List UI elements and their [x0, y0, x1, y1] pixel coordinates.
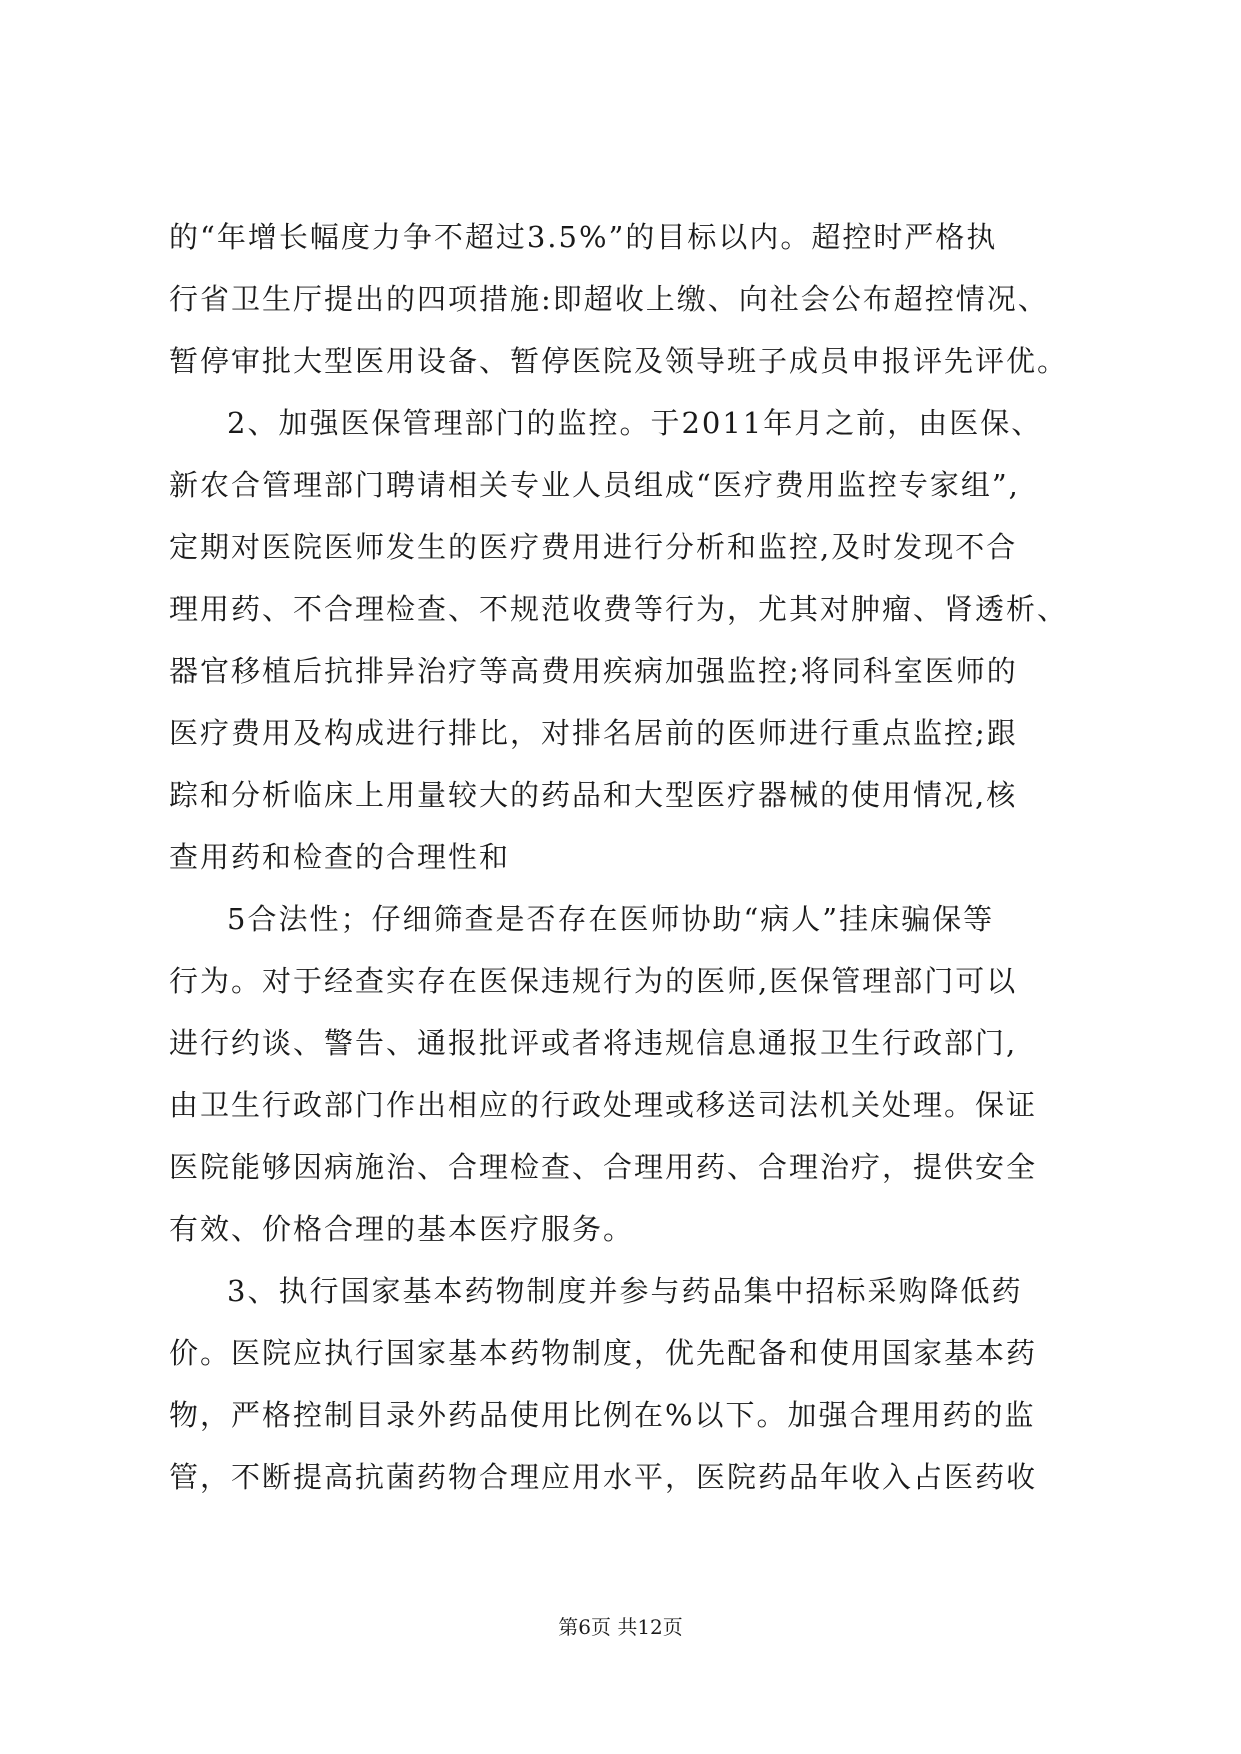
text-line: 查用药和检查的合理性和 — [169, 840, 511, 874]
text-line: 定期对医院医师发生的医疗费用进行分析和监控,及时发现不合 — [169, 530, 1018, 564]
text-line: 由卫生行政部门作出相应的行政处理或移送司法机关处理。保证 — [169, 1088, 1038, 1122]
text-line: 新农合管理部门聘请相关专业人员组成“医疗费用监控专家组”, — [169, 468, 1020, 502]
text-line: 有效、价格合理的基本医疗服务。 — [169, 1212, 635, 1246]
paragraph-start-line: 3、执行国家基本药物制度并参与药品集中招标采购降低药 — [227, 1274, 1023, 1308]
document-body — [169, 206, 1089, 1508]
text-line: 器官移植后抗排异治疗等高费用疾病加强监控;将同科室医师的 — [169, 654, 1018, 688]
text-line: 的“年增长幅度力争不超过3.5%”的目标以内。超控时严格执 — [169, 220, 998, 254]
paragraph-start-line: 5合法性；仔细筛查是否存在医师协助“病人”挂床骗保等 — [227, 902, 995, 936]
text-line: 行省卫生厅提出的四项措施:即超收上缴、向社会公布超控情况、 — [169, 282, 1049, 316]
text-line: 行为。对于经查实存在医保违规行为的医师,医保管理部门可以 — [169, 964, 1018, 998]
text-line: 理用药、不合理检查、不规范收费等行为，尤其对肿瘤、肾透析、 — [169, 592, 1069, 626]
text-line: 价。医院应执行国家基本药物制度，优先配备和使用国家基本药 — [169, 1336, 1038, 1370]
text-line: 踪和分析临床上用量较大的药品和大型医疗器械的使用情况,核 — [169, 778, 1018, 812]
text-line: 管，不断提高抗菌药物合理应用水平，医院药品年收入占医药收 — [169, 1460, 1038, 1494]
text-line: 医疗费用及构成进行排比，对排名居前的医师进行重点监控;跟 — [169, 716, 1018, 750]
page-number-footer: 第6页 共12页 — [558, 1615, 683, 1639]
text-line: 医院能够因病施治、合理检查、合理用药、合理治疗，提供安全 — [169, 1150, 1038, 1184]
text-line: 物，严格控制目录外药品使用比例在%以下。加强合理用药的监 — [169, 1398, 1036, 1432]
text-line: 进行约谈、警告、通报批评或者将违规信息通报卫生行政部门, — [169, 1026, 1018, 1060]
text-line: 暂停审批大型医用设备、暂停医院及领导班子成员申报评先评优。 — [169, 344, 1069, 378]
paragraph-start-line: 2、加强医保管理部门的监控。于2011年月之前，由医保、 — [227, 406, 1043, 440]
